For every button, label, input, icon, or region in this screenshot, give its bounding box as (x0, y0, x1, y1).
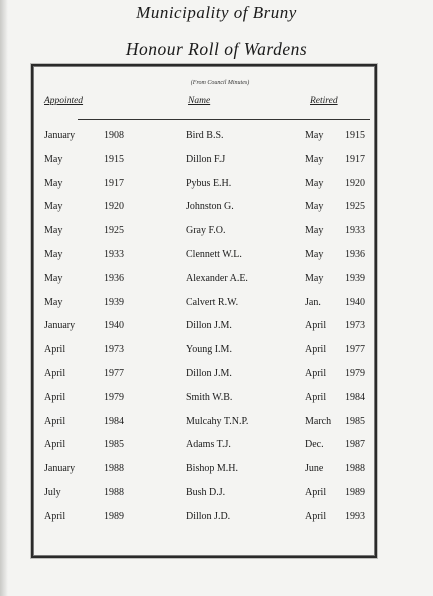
appointed-year: 1925 (104, 225, 124, 236)
retired-year: 1977 (345, 344, 365, 355)
retired-month: May (305, 201, 324, 212)
retired-month: Dec. (305, 439, 324, 450)
retired-year: 1940 (345, 297, 365, 308)
retired-year: 1988 (345, 463, 365, 474)
table-row (0, 439, 433, 455)
appointed-year: 1985 (104, 439, 124, 450)
appointed-month: May (44, 154, 63, 165)
warden-name: Mulcahy T.N.P. (186, 416, 249, 427)
appointed-year: 1933 (104, 249, 124, 260)
table-row (0, 511, 433, 527)
appointed-year: 1984 (104, 416, 124, 427)
appointed-month: January (44, 320, 76, 331)
appointed-year: 1939 (104, 297, 124, 308)
retired-month: May (305, 130, 324, 141)
appointed-year: 1917 (104, 178, 124, 189)
appointed-month: April (44, 416, 66, 427)
retired-month: April (305, 511, 327, 522)
table-row (0, 249, 433, 265)
retired-month: April (305, 368, 327, 379)
appointed-year: 1988 (104, 487, 124, 498)
appointed-year: 1988 (104, 463, 124, 474)
retired-month: May (305, 225, 324, 236)
retired-month: June (305, 463, 324, 474)
appointed-year: 1920 (104, 201, 124, 212)
warden-name: Bush D.J. (186, 487, 226, 498)
table-row (0, 344, 433, 360)
retired-year: 1920 (345, 178, 365, 189)
retired-year: 1993 (345, 511, 365, 522)
appointed-month: April (44, 344, 66, 355)
appointed-year: 1936 (104, 273, 124, 284)
table-row (0, 201, 433, 217)
appointed-month: April (44, 392, 66, 403)
retired-year: 1939 (345, 273, 365, 284)
document-title: Municipality of Bruny (136, 3, 297, 22)
retired-year: 1925 (345, 201, 365, 212)
appointed-month: May (44, 178, 63, 189)
warden-name: Calvert R.W. (186, 297, 239, 308)
warden-name: Dillon F.J (186, 154, 226, 165)
appointed-year: 1940 (104, 320, 124, 331)
table-row (0, 368, 433, 384)
appointed-month: May (44, 201, 63, 212)
retired-month: May (305, 154, 324, 165)
warden-name: Pybus E.H. (186, 178, 232, 189)
appointed-month: May (44, 273, 63, 284)
warden-name: Alexander A.E. (186, 273, 248, 284)
table-row (0, 487, 433, 503)
appointed-year: 1989 (104, 511, 124, 522)
appointed-month: May (44, 249, 63, 260)
appointed-year: 1908 (104, 130, 124, 141)
retired-year: 1917 (345, 154, 365, 165)
table-row (0, 320, 433, 336)
appointed-month: January (44, 130, 76, 141)
column-header-retired: Retired (310, 96, 338, 106)
retired-year: 1984 (345, 392, 365, 403)
table-row (0, 416, 433, 432)
column-header-appointed: Appointed (44, 96, 84, 106)
table-row (0, 273, 433, 289)
warden-name: Clennett W.L. (186, 249, 242, 260)
table-row (0, 463, 433, 479)
appointed-month: January (44, 463, 76, 474)
warden-name: Bishop M.H. (186, 463, 238, 474)
retired-year: 1985 (345, 416, 365, 427)
warden-name: Adams T.J. (186, 439, 231, 450)
warden-name: Smith W.B. (186, 392, 233, 403)
retired-year: 1973 (345, 320, 365, 331)
appointed-year: 1979 (104, 392, 124, 403)
table-row (0, 297, 433, 313)
appointed-month: July (44, 487, 61, 498)
retired-month: May (305, 273, 324, 284)
retired-month: May (305, 249, 324, 260)
retired-year: 1979 (345, 368, 365, 379)
warden-name: Young I.M. (186, 344, 232, 355)
retired-year: 1936 (345, 249, 365, 260)
table-row (0, 130, 433, 146)
warden-name: Dillon J.M. (186, 320, 232, 331)
table-row (0, 392, 433, 408)
retired-month: April (305, 487, 327, 498)
appointed-month: May (44, 297, 63, 308)
table-row (0, 178, 433, 194)
table-row (0, 225, 433, 241)
appointed-year: 1977 (104, 368, 124, 379)
appointed-month: April (44, 439, 66, 450)
retired-year: 1915 (345, 130, 365, 141)
warden-name: Bird B.S. (186, 130, 224, 141)
retired-month: April (305, 344, 327, 355)
retired-month: April (305, 320, 327, 331)
appointed-month: May (44, 225, 63, 236)
retired-year: 1987 (345, 439, 365, 450)
appointed-month: April (44, 511, 66, 522)
appointed-month: April (44, 368, 66, 379)
source-note: (From Council Minutes) (190, 80, 250, 86)
warden-name: Gray F.O. (186, 225, 226, 236)
retired-year: 1989 (345, 487, 365, 498)
warden-name: Johnston G. (186, 201, 234, 212)
warden-name: Dillon J.D. (186, 511, 231, 522)
appointed-year: 1915 (104, 154, 124, 165)
header-rule (78, 119, 370, 120)
column-header-name: Name (188, 96, 211, 106)
document-subtitle: Honour Roll of Wardens (125, 39, 308, 59)
retired-month: April (305, 392, 327, 403)
retired-year: 1933 (345, 225, 365, 236)
warden-name: Dillon J.M. (186, 368, 232, 379)
table-row (0, 154, 433, 170)
appointed-year: 1973 (104, 344, 124, 355)
retired-month: Jan. (305, 297, 321, 308)
retired-month: March (305, 416, 332, 427)
retired-month: May (305, 178, 324, 189)
